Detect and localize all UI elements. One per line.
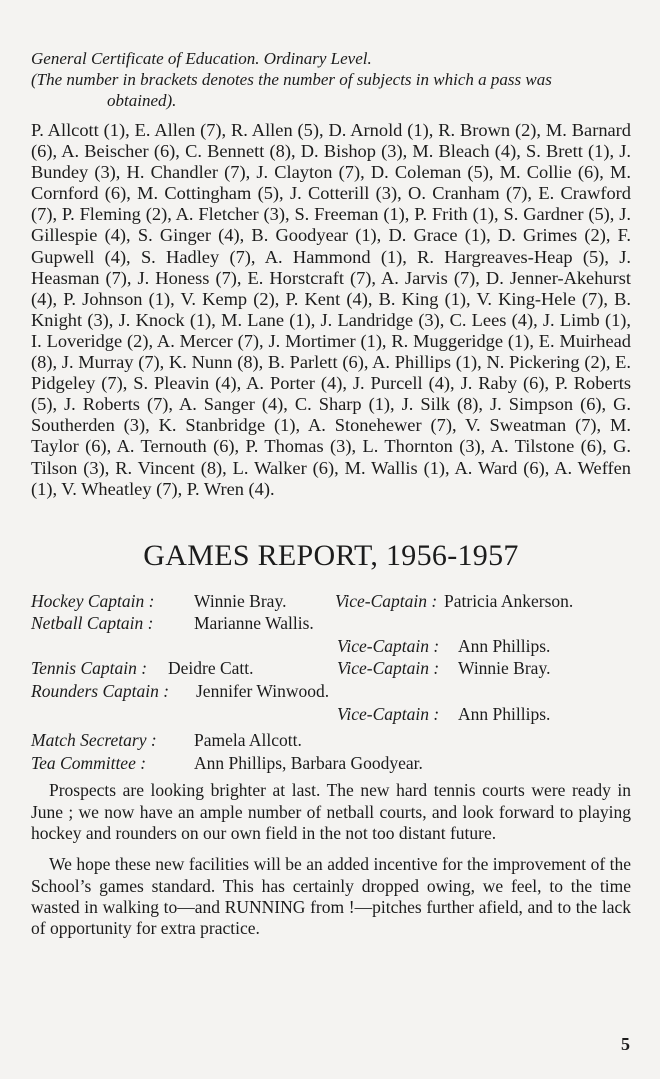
tennis-vice-label: Vice-Captain : [337,658,440,679]
rounders-vice: Ann Phillips. [458,703,551,724]
rounders-vice-label: Vice-Captain : [337,703,440,724]
certificate-title: General Certificate of Education. Ordinary Level. [31,49,372,68]
netball-vice-row [31,635,631,658]
hockey-label: Hockey Captain : [31,590,155,611]
rounders-captain: Jennifer Winwood. [196,681,330,702]
page-number: 5 [621,1034,630,1054]
hockey-vice: Patricia Ankerson. [444,590,574,611]
match-secretary: Pamela Allcott. [194,730,302,751]
report-paragraph-1: Prospects are looking brighter at last. The new hard tennis courts were ready in June ; we now have an ample number of netball courts, and look forward to playing hockey and rounders on our own field in the not too distant future. [31,780,631,844]
netball-row [31,612,631,635]
rounders-row [31,680,631,703]
captains-list [31,590,631,775]
tennis-row [31,657,631,680]
tea-committee: Ann Phillips, Barbara Goodyear. [194,752,423,773]
certificate-note-line2: obtained). [107,91,177,110]
hockey-row [31,590,631,613]
netball-vice-label: Vice-Captain : [337,635,440,656]
tennis-captain: Deidre Catt. [168,658,254,679]
games-report-heading: GAMES REPORT, 1956-1957 [143,538,519,572]
report-paragraph-2: We hope these new facilities will be an added incentive for the improvement of the School’s games standard. This has certainly dropped owing, we feel, to the time wasted in walking to—and RUNNING from !—pitches further afield, and to the lack of opportunity for extra practice. [31,854,631,939]
tennis-label: Tennis Captain : [31,658,148,679]
rounders-label: Rounders Captain : [31,681,170,702]
certificate-note-line1: (The number in brackets denotes the number of subjects in which a pass was [31,70,552,89]
netball-label: Netball Captain : [31,613,154,634]
netball-captain: Marianne Wallis. [194,613,314,634]
rounders-vice-row [31,703,631,726]
certificate-note [31,69,631,111]
hockey-captain: Winnie Bray. [194,590,287,611]
hockey-vice-label: Vice-Captain : [335,590,438,611]
netball-vice: Ann Phillips. [458,635,551,656]
results-list: P. Allcott (1), E. Allen (7), R. Allen (5), D. Arnold (1), R. Brown (2), M. Barnard (6), A. Beischer (6), C. Bennett (8), D. Bishop (3), M. Bleach (4), S. Brett (1), J. Bundey (3), H. Chandler (7), J. Clayton (7), D. Coleman (5), M. Collie (6), M. Cornford (6), M. Cottingham (5), J. Cotterill (3), O. Cranham (7), E. Crawford (7), P. Fleming (2), A. Fletcher (3), S. Freeman (1), P. Frith (1), S. Gardner (5), J. Gillespie (4), S. Ginger (4), B. Goodyear (1), D. Grace (1), D. Grimes (2), F. Gupwell (4), S. Hadley (7), A. Hammond (1), R. Hargreaves-Heap (5), J. Heasman (7), J. Honess (7), E. Horstcraft (7), A. Jarvis (7), D. Jenner-Akehurst (4), P. Johnson (1), V. Kemp (2), P. Kent (4), B. King (1), V. King-Hele (7), B. Knight (3), J. Knock (1), M. Lane (1), J. Landridge (3), C. Lees (4), J. Limb (1), I. Loveridge (2), A. Mercer (7), J. Mortimer (1), R. Muggeridge (1), E. Muirhead (8), J. Murray (7), K. Nunn (8), B. Parlett (6), A. Phillips (1), N. Pickering (2), E. Pidgeley (7), S. Pleavin (4), A. Porter (4), J. Purcell (4), J. Raby (6), P. Roberts (5), J. Roberts (7), A. Sanger (4), C. Sharp (1), J. Silk (8), J. Simpson (6), G. Southerden (3), K. Stanbridge (1), A. Stonehewer (7), V. Sweatman (7), M. Taylor (6), A. Ternouth (6), P. Thomas (3), L. Thornton (3), A. Tilstone (6), G. Tilson (3), R. Vincent (8), L. Walker (6), M. Wallis (1), A. Ward (6), A. Weffen (1), V. Wheatley (7), P. Wren (4). [31,120,631,499]
tennis-vice: Winnie Bray. [458,658,551,679]
secretary-row [31,729,631,752]
tea-label: Tea Committee : [31,752,147,773]
tea-row [31,752,631,775]
document-page [31,48,631,940]
secretary-label: Match Secretary : [31,730,157,751]
